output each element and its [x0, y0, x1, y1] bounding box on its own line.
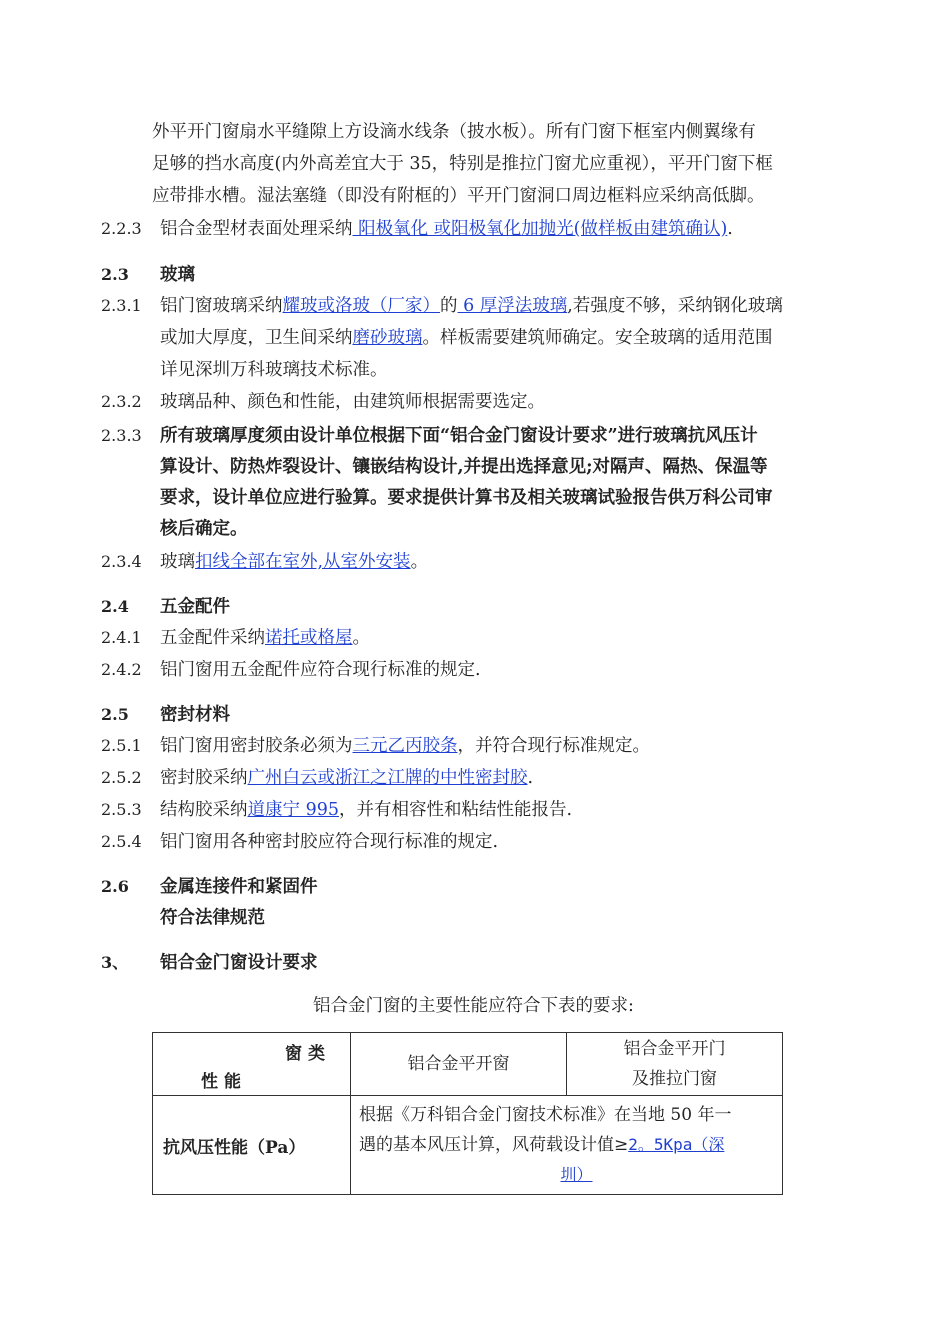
section-heading: 密封材料 — [160, 705, 230, 725]
clause-2-5-2: 密封胶采纳广州白云或浙江之江牌的中性密封胶. — [160, 768, 534, 788]
clause-2-2-3: 铝合金型材表面处理采纳 阳极氧化 或阳极氧化加抛光(做样板由建筑确认). — [160, 219, 733, 239]
link-structural-sealant[interactable]: 道康宁 995 — [247, 800, 339, 820]
link-anodizing[interactable]: 阳极氧化 或阳极氧化加抛光(做样板由建筑确认) — [352, 219, 728, 239]
clause-2-3-1-line3: 详见深圳万科玻璃技术标准。 — [160, 360, 388, 380]
paragraph-line: 应带排水槽。湿法塞缝（即没有附框的）平开门窗洞口周边框料应采纳高低脚。 — [152, 186, 765, 206]
section-number: 2.6 — [101, 877, 129, 896]
section-number: 2.5.3 — [101, 800, 142, 819]
wind-pressure-requirement: 根据《万科铝合金门窗技术标准》在当地 50 年一 遇的基本风压计算，风荷载设计值≥2。5Kpa（深 圳） — [351, 1096, 783, 1195]
section-heading: 铝合金门窗设计要求 — [160, 953, 318, 973]
corner-label-type: 窗类 — [285, 1044, 331, 1064]
link-wind-load-cont[interactable]: 圳） — [560, 1165, 593, 1184]
clause-2-3-2: 玻璃品种、颜色和性能，由建筑师根据需要选定。 — [160, 392, 545, 412]
link-wind-load[interactable]: 2。5Kpa（深 — [628, 1135, 725, 1154]
section-number: 2.5.1 — [101, 736, 142, 755]
paragraph-line: 足够的挡水高度(内外高差宜大于 35，特别是推拉门窗尤应重视），平开门窗下框 — [152, 154, 773, 174]
section-number: 2.3 — [101, 265, 129, 284]
section-number: 2.5.2 — [101, 768, 142, 787]
table-header-row — [153, 1033, 783, 1096]
section-subheading: 符合法律规范 — [160, 908, 265, 928]
clause-2-5-4: 铝门窗用各种密封胶应符合现行标准的规定. — [160, 832, 499, 852]
clause-2-5-1: 铝门窗用密封胶条必须为三元乙丙胶条，并符合现行标准规定。 — [160, 736, 650, 756]
link-float-glass[interactable]: 6 厚浮法玻璃 — [457, 296, 568, 316]
link-glazing-bead[interactable]: 扣线全部在室外,从室外安装 — [195, 552, 411, 572]
clause-2-3-1: 铝门窗玻璃采纳耀玻或洛玻（厂家）的 6 厚浮法玻璃,若强度不够，采纳钢化玻璃 — [160, 296, 783, 316]
link-sealant-brand[interactable]: 广州白云或浙江之江牌的中性密封胶 — [247, 768, 528, 788]
clause-2-4-2: 铝门窗用五金配件应符合现行标准的规定. — [160, 660, 481, 680]
table-caption: 铝合金门窗的主要性能应符合下表的要求: — [313, 996, 634, 1016]
link-glass-maker[interactable]: 耀玻或洛玻（厂家） — [282, 296, 440, 316]
link-hardware-brand[interactable]: 诺托或格屋 — [265, 628, 353, 648]
clause-2-3-3-line4: 核后确定。 — [160, 519, 248, 539]
paragraph-line: 外平开门窗扇水平缝隙上方设滴水线条（披水板）。所有门窗下框室内侧翼缘有 — [152, 122, 756, 142]
table-row — [153, 1096, 783, 1195]
clause-2-3-3-line1: 所有玻璃厚度须由设计单位根据下面“铝合金门窗设计要求”进行玻璃抗风压计 — [160, 426, 758, 446]
column-header-casement-window: 铝合金平开窗 — [351, 1033, 567, 1096]
clause-2-3-3-line3: 要求，设计单位应进行验算。要求提供计算书及相关玻璃试验报告供万科公司审 — [160, 488, 773, 508]
section-number: 2.3.4 — [101, 552, 142, 571]
section-heading: 玻璃 — [160, 265, 195, 285]
section-number: 2.5 — [101, 705, 129, 724]
section-number: 2.4.1 — [101, 628, 142, 647]
clause-2-3-4: 玻璃扣线全部在室外,从室外安装。 — [160, 552, 429, 572]
section-heading: 五金配件 — [160, 597, 230, 617]
row-header-wind-pressure: 抗风压性能（Pa） — [153, 1096, 351, 1195]
clause-2-3-3-line2: 算设计、防热炸裂设计、镶嵌结构设计,并提出选择意见;对隔声、隔热、保温等 — [160, 457, 768, 477]
section-number: 2.3.2 — [101, 392, 142, 411]
link-epdm-strip[interactable]: 三元乙丙胶条 — [352, 736, 458, 756]
clause-2-3-1-line2: 或加大厚度，卫生间采纳磨砂玻璃。样板需要建筑师确定。安全玻璃的适用范围 — [160, 328, 773, 348]
section-number: 2.3.3 — [101, 426, 142, 445]
section-heading: 金属连接件和紧固件 — [160, 877, 318, 897]
performance-table — [152, 1032, 783, 1195]
section-number: 2.3.1 — [101, 296, 142, 315]
clause-2-5-3: 结构胶采纳道康宁 995，并有相容性和粘结性能报告. — [160, 800, 573, 820]
section-number: 2.2.3 — [101, 219, 142, 238]
section-number: 2.5.4 — [101, 832, 142, 851]
column-header-doors: 铝合金平开门 及推拉门窗 — [567, 1033, 783, 1096]
section-number: 2.4 — [101, 597, 129, 616]
corner-label-performance: 性能 — [201, 1072, 247, 1092]
link-frosted-glass[interactable]: 磨砂玻璃 — [352, 328, 423, 348]
clause-2-4-1: 五金配件采纳诺托或格屋。 — [160, 628, 370, 648]
section-number: 3、 — [101, 953, 129, 972]
section-number: 2.4.2 — [101, 660, 142, 679]
table-corner-cell — [153, 1033, 351, 1096]
